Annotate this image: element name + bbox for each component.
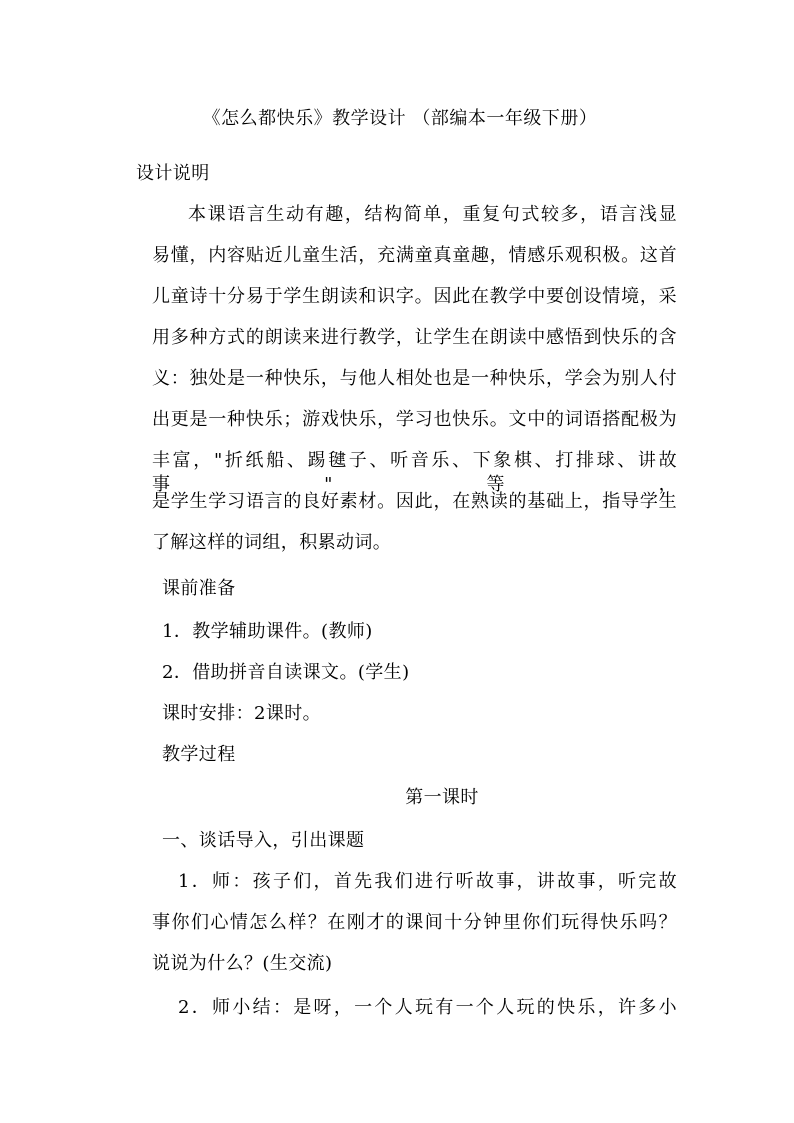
step-line: 1．师：孩子们，首先我们进行听故事，讲故事，听完故 [178,871,677,892]
step-line: 事你们心情怎么样？在刚才的课间十分钟里你们玩得快乐吗？ [152,912,677,933]
paragraph-line: 了解这样的词组，积累动词。 [152,532,392,553]
document-title: 《怎么都快乐》教学设计 （部编本一年级下册） [202,108,598,129]
paragraph-line: 本课语言生动有趣，结构简单，重复句式较多，语言浅显 [188,204,677,225]
process-heading: 教学过程 [162,744,236,765]
prep-heading: 课前准备 [162,578,236,599]
prep-item: 2．借助拼音自读课文。(学生) [162,662,410,683]
paragraph-line: 是学生学习语言的良好素材。因此，在熟读的基础上，指导学生 [152,491,677,512]
section-heading: 一、谈话导入，引出课题 [162,830,365,851]
prep-item: 1．教学辅助课件。(教师) [162,621,373,642]
paragraph-line: 儿童诗十分易于学生朗读和识字。因此在教学中要创设情境，采 [152,286,677,307]
paragraph-line: 丰富，"折纸船、踢毽子、听音乐、下象棋、打排球、讲故事"等， [152,450,677,495]
step-line: 2．师小结：是呀，一个人玩有一个人玩的快乐，许多小 [178,997,677,1018]
schedule-line: 课时安排：2课时。 [162,703,322,724]
lesson-heading: 第一课时 [405,787,479,808]
design-heading: 设计说明 [136,163,210,184]
paragraph-line: 出更是一种快乐；游戏快乐，学习也快乐。文中的词语搭配极为 [152,409,677,430]
paragraph-line: 易懂，内容贴近儿童生活，充满童真童趣，情感乐观积极。这首 [152,245,677,266]
step-line: 说说为什么？(生交流) [152,953,333,974]
paragraph-line: 义：独处是一种快乐，与他人相处也是一种快乐，学会为别人付 [152,368,677,389]
paragraph-line: 用多种方式的朗读来进行教学，让学生在朗读中感悟到快乐的含 [152,327,677,348]
